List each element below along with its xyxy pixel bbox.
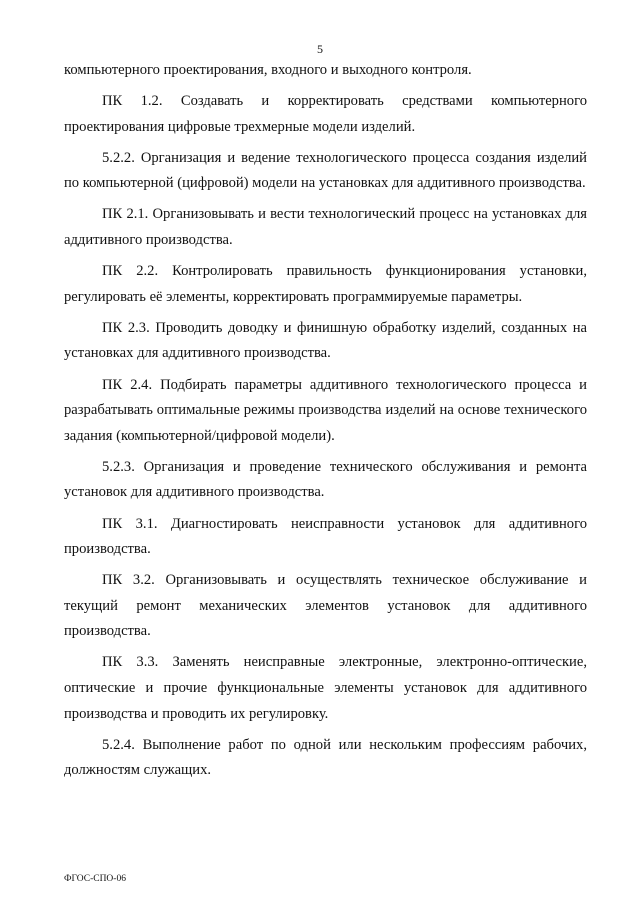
paragraph-pk-2-3: ПК 2.3. Проводить доводку и финишную обработку изделий, созданных на установках для аддитивного производства. [64,319,587,362]
paragraph-pk-3-2: ПК 3.2. Организовывать и осуществлять техническое обслуживание и текущий ремонт механических элементов установок для аддитивного производства. [64,572,587,640]
paragraph-pk-2-4: ПК 2.4. Подбирать параметры аддитивного технологического процесса и разрабатывать оптимальные режимы производства изделий на основе технического задания (компьютерной/цифровой модели). [64,376,587,444]
paragraph-pk-2-1: ПК 2.1. Организовывать и вести технологический процесс на установках для аддитивного производства. [64,206,587,249]
paragraph-section-5-2-4: 5.2.4. Выполнение работ по одной или нескольким профессиям рабочих, должностям служащих. [64,736,587,779]
paragraph-section-5-2-2: 5.2.2. Организация и ведение технологического процесса создания изделий по компьютерной (цифровой) модели на установках для аддитивного производства. [64,149,587,192]
page-number: 5 [317,42,323,56]
document-footer-code: ФГОС-СПО-06 [64,874,126,884]
paragraph-pk-3-3: ПК 3.3. Заменять неисправные электронные, электронно-оптические, оптические и прочие функциональные элементы установок для аддитивного производства и проводить их регулировку. [64,654,587,722]
document-body [64,58,587,789]
paragraph-continuation: компьютерного проектирования, входного и выходного контроля. [64,62,472,78]
paragraph-pk-1-2: ПК 1.2. Создавать и корректировать средствами компьютерного проектирования цифровые трехмерные модели изделий. [64,93,587,135]
paragraph-pk-3-1: ПК 3.1. Диагностировать неисправности установок для аддитивного производства. [64,515,587,558]
paragraph-section-5-2-3: 5.2.3. Организация и проведение технического обслуживания и ремонта установок для аддитивного производства. [64,458,587,501]
paragraph-pk-2-2: ПК 2.2. Контролировать правильность функционирования установки, регулировать её элементы, корректировать программируемые параметры. [64,263,587,305]
